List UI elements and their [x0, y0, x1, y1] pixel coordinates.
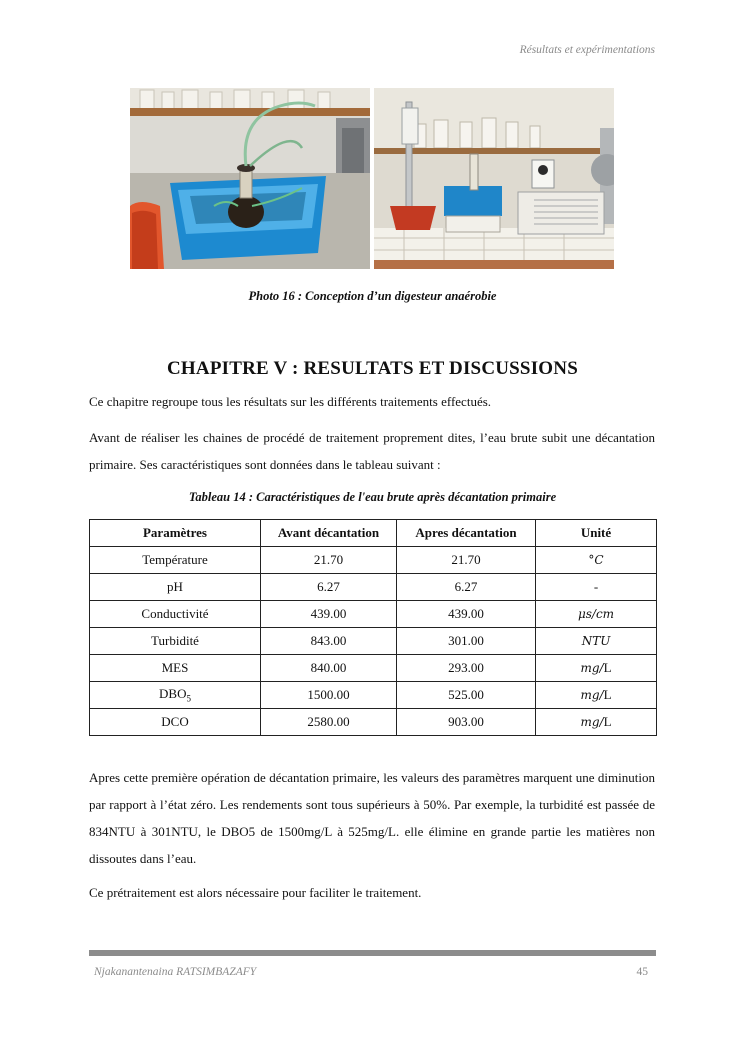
cell-after: 6.27 — [397, 574, 536, 601]
cell-before: 843.00 — [261, 628, 397, 655]
unit-main: mg/ — [580, 715, 604, 729]
unit-tail: L — [603, 687, 612, 702]
cell-before: 21.70 — [261, 547, 397, 574]
paragraph-conclusion: Ce prétraitement est alors nécessaire pour faciliter le traitement. — [89, 885, 422, 900]
cell-unit — [536, 655, 657, 682]
paragraph-intro: Ce chapitre regroupe tous les résultats sur les différents traitements effectués. — [89, 394, 492, 409]
cell-before: 840.00 — [261, 655, 397, 682]
cell-unit: °C — [536, 547, 657, 574]
unit-tail: L — [603, 660, 612, 675]
photo-lab-setup — [374, 88, 614, 269]
cell-param — [90, 682, 261, 709]
cell-before: 1500.00 — [261, 682, 397, 709]
table-caption: Tableau 14 : Caractéristiques de l'eau brute après décantation primaire — [188, 490, 557, 504]
table-row — [90, 547, 657, 574]
running-header: Résultats et expérimentations — [519, 44, 655, 56]
cell-unit: NTU — [536, 628, 657, 655]
cell-param: Conductivité — [90, 601, 261, 628]
table-row — [90, 628, 657, 655]
table-row — [90, 655, 657, 682]
cell-before: 439.00 — [261, 601, 397, 628]
cell-after: 525.00 — [397, 682, 536, 709]
header-apres: Apres décantation — [397, 520, 536, 547]
paragraph-decantation: Avant de réaliser les chaines de procédé de traitement proprement dites, l’eau brute subit une décantation primaire. Ses caractéristiques sont données dans le tableau suivant : — [89, 430, 655, 472]
table-row — [90, 709, 657, 736]
chapter-title: CHAPITRE V : RESULTATS ET DISCUSSIONS — [167, 358, 578, 379]
cell-after: 293.00 — [397, 655, 536, 682]
cell-unit — [536, 709, 657, 736]
cell-param: DCO — [90, 709, 261, 736]
header-parametres: Paramètres — [90, 520, 261, 547]
cell-after: 21.70 — [397, 547, 536, 574]
table-row — [90, 682, 657, 709]
cell-param: MES — [90, 655, 261, 682]
table-row — [90, 574, 657, 601]
header-unite: Unité — [536, 520, 657, 547]
cell-unit: μs/cm — [536, 601, 657, 628]
photo-caption: Photo 16 : Conception d’un digesteur anaérobie — [248, 289, 497, 303]
cell-param: Turbidité — [90, 628, 261, 655]
photo-digester-basin — [130, 88, 370, 269]
param-subscript: 5 — [186, 693, 191, 704]
footer-author: Njakanantenaina RATSIMBAZAFY — [94, 966, 257, 978]
cell-after: 301.00 — [397, 628, 536, 655]
cell-after: 439.00 — [397, 601, 536, 628]
table-header-row — [90, 520, 657, 547]
cell-unit — [536, 682, 657, 709]
characteristics-table — [89, 519, 657, 736]
table-row — [90, 601, 657, 628]
unit-tail: L — [603, 714, 612, 729]
cell-unit: - — [536, 574, 657, 601]
unit-main: mg/ — [580, 661, 604, 675]
footer-divider — [89, 950, 656, 956]
unit-main: mg/ — [580, 688, 604, 702]
paragraph-results: Apres cette première opération de décantation primaire, les valeurs des paramètres marquent une diminution par rapport à l’état zéro. Les rendements sont tous supérieurs à 50%. Par exemple, la turbidité est passée de 834NTU à 301NTU, le DBO5 de 1500mg/L à 525mg/L. elle élimine en grande partie les matières non dissoutes dans l’eau. — [89, 770, 655, 866]
cell-before: 6.27 — [261, 574, 397, 601]
cell-param: Température — [90, 547, 261, 574]
cell-after: 903.00 — [397, 709, 536, 736]
cell-param: pH — [90, 574, 261, 601]
cell-before: 2580.00 — [261, 709, 397, 736]
param-main: DBO — [159, 686, 187, 702]
header-avant: Avant décantation — [261, 520, 397, 547]
page-number: 45 — [636, 966, 648, 978]
